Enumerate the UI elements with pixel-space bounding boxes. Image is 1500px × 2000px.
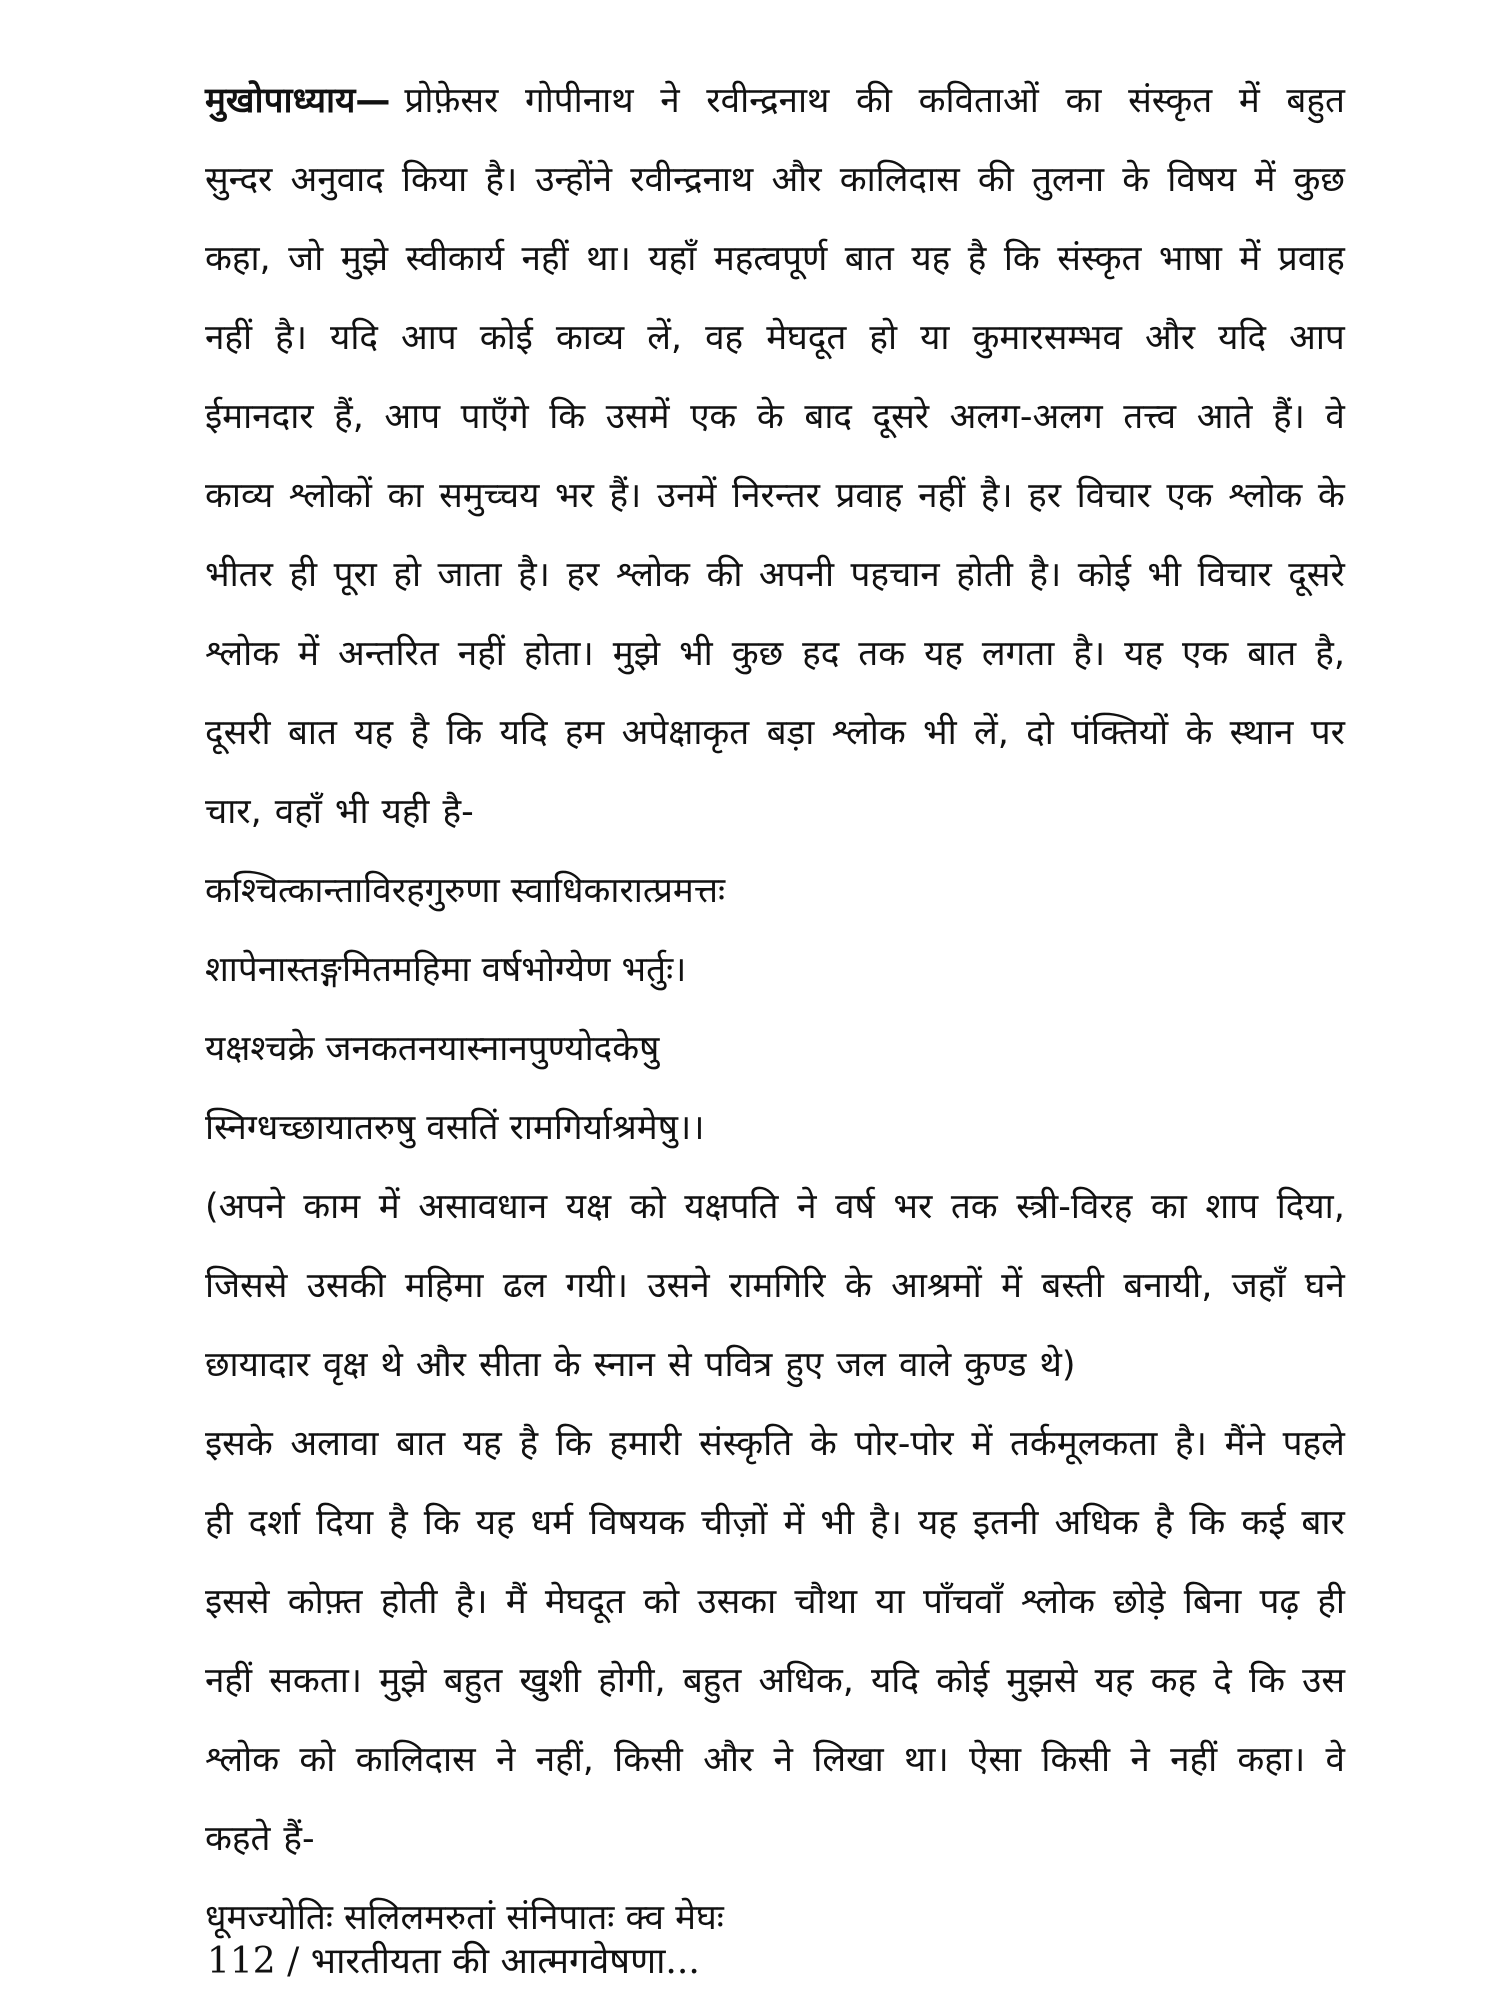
- text-line: [205, 62, 1345, 141]
- line-text: प्रोफ़ेसर गोपीनाथ ने रवीन्द्रनाथ की कविताओं का संस्कृत में बहुत: [404, 81, 1345, 121]
- text-line: चार, वहाँ भी यही है-: [205, 792, 474, 832]
- page-body: [205, 62, 1345, 1958]
- page-footer: [207, 1935, 700, 1984]
- text-line: नहीं सकता। मुझे बहुत खुशी होगी, बहुत अधिक, यदि कोई मुझसे यह कह दे कि उस: [205, 1661, 1345, 1701]
- text-line: इससे कोफ़्त होती है। मैं मेघदूत को उसका चौथा या पाँचवाँ श्लोक छोड़े बिना पढ़ ही: [205, 1582, 1345, 1622]
- text-line: जिससे उसकी महिमा ढल गयी। उसने रामगिरि के आश्रमों में बस्ती बनायी, जहाँ घने: [205, 1266, 1345, 1306]
- text-line: छायादार वृक्ष थे और सीता के स्नान से पवित्र हुए जल वाले कुण्ड थे): [205, 1345, 1076, 1385]
- text-line: कहते हैं-: [205, 1819, 315, 1859]
- paragraph-1: [205, 62, 1345, 852]
- verse-1: [205, 852, 1345, 1168]
- verse-line: कश्चित्कान्ताविरहगुरुणा स्वाधिकारात्प्रमत्तः: [205, 871, 726, 911]
- text-line: श्लोक को कालिदास ने नहीं, किसी और ने लिखा था। ऐसा किसी ने नहीं कहा। वे: [205, 1740, 1345, 1780]
- book-title: भारतीयता की आत्मगवेषणा...: [310, 1941, 700, 1982]
- text-line: ही दर्शा दिया है कि यह धर्म विषयक चीज़ों में भी है। यह इतनी अधिक है कि कई बार: [205, 1503, 1345, 1543]
- verse-line: शापेनास्तङ्गमितमहिमा वर्षभोग्येण भर्तुः।: [205, 950, 687, 990]
- verse-line: स्निग्धच्छायातरुषु वसतिं रामगिर्याश्रमेषु।।: [205, 1108, 705, 1148]
- verse-line: यक्षश्चक्रे जनकतनयास्नानपुण्योदकेषु: [205, 1029, 660, 1069]
- text-line: काव्य श्लोकों का समुच्चय भर हैं। उनमें निरन्तर प्रवाह नहीं है। हर विचार एक श्लोक के: [205, 476, 1345, 516]
- paragraph-2: [205, 1405, 1345, 1879]
- text-line: इसके अलावा बात यह है कि हमारी संस्कृति के पोर-पोर में तर्कमूलकता है। मैंने पहले: [205, 1424, 1345, 1464]
- text-line: ईमानदार हैं, आप पाएँगे कि उसमें एक के बाद दूसरे अलग-अलग तत्त्व आते हैं। वे: [205, 397, 1345, 437]
- speaker-name: मुखोपाध्याय—: [205, 81, 391, 121]
- text-line: कहा, जो मुझे स्वीकार्य नहीं था। यहाँ महत्वपूर्ण बात यह है कि संस्कृत भाषा में प्रवाह: [205, 239, 1345, 279]
- text-line: दूसरी बात यह है कि यदि हम अपेक्षाकृत बड़ा श्लोक भी लें, दो पंक्तियों के स्थान पर: [205, 713, 1345, 753]
- text-line: नहीं है। यदि आप कोई काव्य लें, वह मेघदूत हो या कुमारसम्भव और यदि आप: [205, 318, 1345, 358]
- text-line: श्लोक में अन्तरित नहीं होता। मुझे भी कुछ हद तक यह लगता है। यह एक बात है,: [205, 634, 1345, 674]
- footer-separator: /: [287, 1941, 300, 1982]
- text-line: (अपने काम में असावधान यक्ष को यक्षपति ने वर्ष भर तक स्त्री-विरह का शाप दिया,: [205, 1187, 1345, 1227]
- verse-translation: [205, 1168, 1345, 1405]
- page-number: 112: [207, 1941, 276, 1982]
- verse-line: धूमज्योतिः सलिलमरुतां संनिपातः क्व मेघः: [205, 1898, 724, 1938]
- text-line: सुन्दर अनुवाद किया है। उन्होंने रवीन्द्रनाथ और कालिदास की तुलना के विषय में कुछ: [205, 160, 1345, 200]
- text-line: भीतर ही पूरा हो जाता है। हर श्लोक की अपनी पहचान होती है। कोई भी विचार दूसरे: [205, 555, 1345, 595]
